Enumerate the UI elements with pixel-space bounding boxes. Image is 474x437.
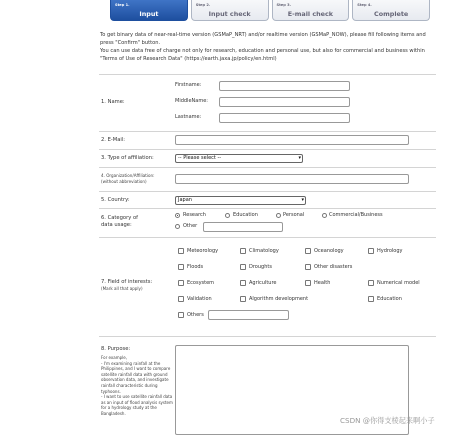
email-row	[99, 132, 436, 150]
step-number: Step 4.	[357, 3, 372, 7]
field-meteorology-checkbox[interactable]	[178, 248, 184, 254]
intro-line-2: You can use data free of charge not only for research, education and personal use, but also for commercial and business within "Terms of Use of Research Data" (https://earth.jaxa.jp/policy/en.html)	[100, 48, 425, 63]
usage-commercial-label: Commercial/Business	[329, 212, 383, 218]
fields-label-block	[101, 279, 152, 292]
fields-row	[99, 238, 436, 337]
field-other-disasters-checkbox[interactable]	[305, 264, 311, 270]
field-oceanology-label: Oceanology	[314, 248, 344, 254]
field-climatology-label: Climatology	[249, 248, 279, 254]
field-validation-checkbox[interactable]	[178, 296, 184, 302]
usage-personal-label: Personal	[283, 212, 305, 218]
usage-label-block	[101, 215, 138, 229]
field-floods-checkbox[interactable]	[178, 264, 184, 270]
field-education-checkbox[interactable]	[368, 296, 374, 302]
step-number: Step 2.	[195, 3, 211, 7]
field-ecosystem-label: Ecosystem	[187, 280, 215, 286]
affiliation-row	[99, 150, 436, 168]
step-2-tab	[191, 0, 269, 21]
organization-row	[99, 168, 436, 192]
field-others-checkbox[interactable]	[178, 312, 184, 318]
step-1-tab	[110, 0, 188, 21]
registration-form	[99, 74, 436, 437]
email-input[interactable]	[175, 135, 409, 145]
fields-label: 7. Field of interests:	[101, 279, 153, 285]
chevron-down-icon: ▾	[298, 155, 301, 161]
field-numerical-model-label: Numerical model	[377, 280, 420, 286]
organization-input[interactable]	[175, 174, 409, 184]
step-indicator	[110, 0, 430, 22]
step-4-tab	[352, 0, 430, 21]
step-number: Step 3.	[276, 3, 291, 7]
field-climatology-checkbox[interactable]	[240, 248, 246, 254]
field-algorithm-development-checkbox[interactable]	[240, 296, 246, 302]
field-droughts-checkbox[interactable]	[240, 264, 246, 270]
chevron-down-icon: ▾	[301, 197, 304, 203]
organization-label: 4. Organization/Affiliation:	[101, 173, 155, 178]
step-number: Step 1.	[115, 3, 130, 7]
usage-personal-radio[interactable]	[276, 213, 281, 218]
usage-education-label: Education	[233, 212, 258, 218]
lastname-input[interactable]	[219, 113, 350, 123]
purpose-example: For example, - I'm examining rainfall at the Philippines, and I want to compare satellite rainfall data with ground observation data, and investigate rainfall characteristic during typhoons. - I want to use satellite rainfall data as an input of flood analysis system for a hydrology study at the Bangladesh.	[101, 355, 173, 416]
lastname-label: Lastname:	[175, 114, 202, 120]
field-oceanology-checkbox[interactable]	[305, 248, 311, 254]
usage-other-radio[interactable]	[175, 224, 180, 229]
field-ecosystem-checkbox[interactable]	[178, 280, 184, 286]
field-agriculture-label: Agriculture	[249, 280, 277, 286]
firstname-input[interactable]	[219, 81, 350, 91]
field-hydrology-label: Hydrology	[377, 248, 403, 254]
field-health-checkbox[interactable]	[305, 280, 311, 286]
organization-label-block	[101, 173, 155, 185]
field-health-label: Health	[314, 280, 331, 286]
usage-label-line2: data usage:	[101, 222, 132, 228]
purpose-label: 8. Purpose:	[101, 346, 131, 352]
usage-row	[99, 209, 436, 238]
name-row	[99, 75, 436, 132]
field-hydrology-checkbox[interactable]	[368, 248, 374, 254]
email-label: 2. E-Mail:	[101, 137, 126, 143]
affiliation-selected: -- Please select --	[178, 155, 222, 161]
step-label: Complete	[374, 10, 409, 18]
usage-label-line1: 6. Category of	[101, 215, 138, 221]
organization-sublabel: (without abbreviation)	[101, 179, 147, 184]
name-label: 1. Name:	[101, 99, 125, 105]
field-droughts-label: Droughts	[249, 264, 272, 270]
usage-other-input[interactable]	[203, 222, 283, 232]
country-row	[99, 192, 436, 209]
step-3-tab	[272, 0, 350, 21]
usage-commercial-radio[interactable]	[322, 213, 327, 218]
step-label: Input	[139, 10, 159, 18]
intro-line-1: To get binary data of near-real-time version (GSMaP_NRT) and/or realtime version (GSMaP_NOW), please fill following items and press "Confirm" button.	[100, 32, 426, 47]
firstname-label: Firstname:	[175, 82, 202, 88]
usage-research-label: Research	[183, 212, 206, 218]
country-select[interactable]	[175, 196, 306, 205]
step-label: Input check	[208, 10, 251, 18]
field-numerical-model-checkbox[interactable]	[368, 280, 374, 286]
watermark: CSDN @你得支棱起来啊小子	[340, 416, 435, 425]
step-label: E-mail check	[287, 10, 334, 18]
field-others-label: Others	[187, 312, 204, 318]
field-validation-label: Validation	[187, 296, 212, 302]
middlename-input[interactable]	[219, 97, 350, 107]
usage-education-radio[interactable]	[225, 213, 230, 218]
country-selected: Japan	[178, 197, 192, 203]
intro-text	[100, 31, 438, 63]
field-others-input[interactable]	[208, 310, 289, 320]
field-algorithm-development-label: Algorithm development	[249, 296, 309, 302]
country-label: 5. Country:	[101, 197, 130, 203]
field-meteorology-label: Meteorology	[187, 248, 219, 254]
field-floods-label: Floods	[187, 264, 204, 270]
usage-other-label: Other	[183, 223, 198, 229]
affiliation-label: 3. Type of affiliation:	[101, 155, 154, 161]
field-other-disasters-label: Other disasters	[314, 264, 353, 270]
field-education-label: Education	[377, 296, 402, 302]
affiliation-select[interactable]	[175, 154, 303, 163]
field-agriculture-checkbox[interactable]	[240, 280, 246, 286]
middlename-label: MiddleName:	[175, 98, 208, 104]
fields-sublabel: (Mark all that apply)	[101, 286, 143, 291]
usage-research-radio[interactable]	[175, 213, 180, 218]
